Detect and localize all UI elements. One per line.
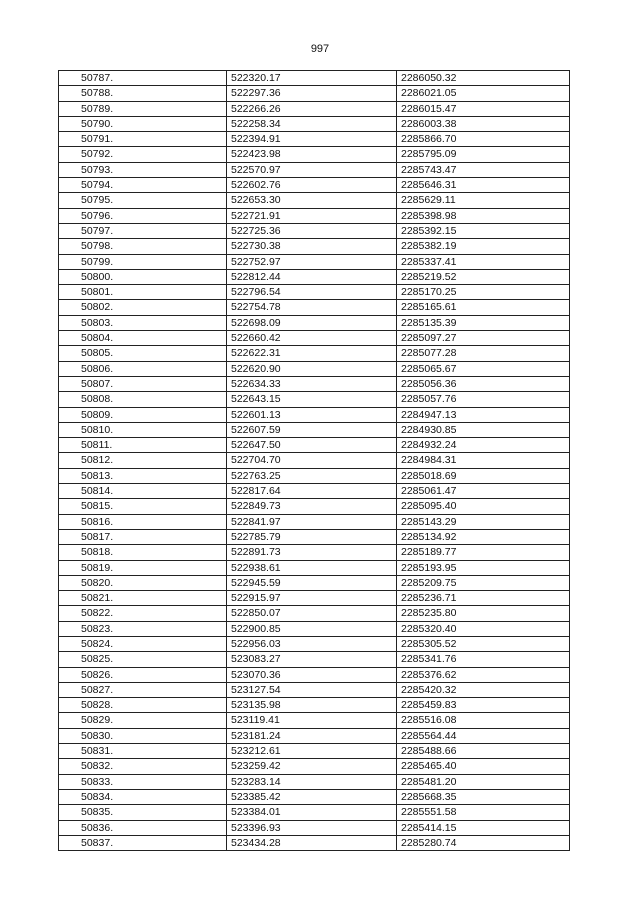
y-coordinate-cell: 2286003.38 [397, 116, 570, 131]
x-coordinate-cell: 522602.76 [227, 178, 397, 193]
point-id-cell: 50804. [59, 331, 227, 346]
table-row [59, 376, 570, 391]
y-coordinate-cell: 2285097.27 [397, 331, 570, 346]
table-row [59, 820, 570, 835]
x-coordinate-cell: 522423.98 [227, 147, 397, 162]
point-id-cell: 50807. [59, 376, 227, 391]
x-coordinate-cell: 522900.85 [227, 621, 397, 636]
x-coordinate-cell: 522266.26 [227, 101, 397, 116]
x-coordinate-cell: 522721.91 [227, 208, 397, 223]
table-row [59, 162, 570, 177]
y-coordinate-cell: 2284930.85 [397, 422, 570, 437]
y-coordinate-cell: 2285170.25 [397, 285, 570, 300]
point-id-cell: 50830. [59, 728, 227, 743]
x-coordinate-cell: 522915.97 [227, 591, 397, 606]
table-row [59, 514, 570, 529]
point-id-cell: 50790. [59, 116, 227, 131]
y-coordinate-cell: 2285398.98 [397, 208, 570, 223]
point-id-cell: 50825. [59, 652, 227, 667]
point-id-cell: 50834. [59, 789, 227, 804]
y-coordinate-cell: 2285165.61 [397, 300, 570, 315]
y-coordinate-cell: 2285219.52 [397, 269, 570, 284]
point-id-cell: 50820. [59, 575, 227, 590]
coordinates-table-body [59, 71, 570, 851]
y-coordinate-cell: 2285376.62 [397, 667, 570, 682]
x-coordinate-cell: 522812.44 [227, 269, 397, 284]
point-id-cell: 50792. [59, 147, 227, 162]
table-row [59, 178, 570, 193]
y-coordinate-cell: 2285392.15 [397, 223, 570, 238]
x-coordinate-cell: 522945.59 [227, 575, 397, 590]
point-id-cell: 50795. [59, 193, 227, 208]
x-coordinate-cell: 523212.61 [227, 744, 397, 759]
x-coordinate-cell: 522320.17 [227, 71, 397, 86]
x-coordinate-cell: 522841.97 [227, 514, 397, 529]
point-id-cell: 50817. [59, 529, 227, 544]
x-coordinate-cell: 522394.91 [227, 132, 397, 147]
table-row [59, 193, 570, 208]
y-coordinate-cell: 2285280.74 [397, 835, 570, 850]
point-id-cell: 50805. [59, 346, 227, 361]
table-row [59, 71, 570, 86]
x-coordinate-cell: 522817.64 [227, 484, 397, 499]
point-id-cell: 50836. [59, 820, 227, 835]
y-coordinate-cell: 2285382.19 [397, 239, 570, 254]
table-row [59, 453, 570, 468]
table-row [59, 713, 570, 728]
x-coordinate-cell: 522956.03 [227, 636, 397, 651]
table-row [59, 682, 570, 697]
y-coordinate-cell: 2285018.69 [397, 468, 570, 483]
table-row [59, 101, 570, 116]
table-row [59, 667, 570, 682]
table-row [59, 529, 570, 544]
y-coordinate-cell: 2285743.47 [397, 162, 570, 177]
y-coordinate-cell: 2285668.35 [397, 789, 570, 804]
x-coordinate-cell: 522850.07 [227, 606, 397, 621]
y-coordinate-cell: 2284984.31 [397, 453, 570, 468]
x-coordinate-cell: 523384.01 [227, 805, 397, 820]
point-id-cell: 50811. [59, 438, 227, 453]
point-id-cell: 50791. [59, 132, 227, 147]
point-id-cell: 50808. [59, 392, 227, 407]
x-coordinate-cell: 523283.14 [227, 774, 397, 789]
table-row [59, 728, 570, 743]
x-coordinate-cell: 523135.98 [227, 698, 397, 713]
point-id-cell: 50793. [59, 162, 227, 177]
x-coordinate-cell: 522725.36 [227, 223, 397, 238]
x-coordinate-cell: 523070.36 [227, 667, 397, 682]
table-row [59, 835, 570, 850]
table-row [59, 484, 570, 499]
table-row [59, 422, 570, 437]
table-row [59, 774, 570, 789]
x-coordinate-cell: 522704.70 [227, 453, 397, 468]
point-id-cell: 50806. [59, 361, 227, 376]
y-coordinate-cell: 2285516.08 [397, 713, 570, 728]
point-id-cell: 50833. [59, 774, 227, 789]
x-coordinate-cell: 523119.41 [227, 713, 397, 728]
point-id-cell: 50814. [59, 484, 227, 499]
y-coordinate-cell: 2286015.47 [397, 101, 570, 116]
point-id-cell: 50810. [59, 422, 227, 437]
x-coordinate-cell: 522297.36 [227, 86, 397, 101]
table-row [59, 300, 570, 315]
table-row [59, 805, 570, 820]
y-coordinate-cell: 2285235.80 [397, 606, 570, 621]
y-coordinate-cell: 2285065.67 [397, 361, 570, 376]
point-id-cell: 50801. [59, 285, 227, 300]
y-coordinate-cell: 2285057.76 [397, 392, 570, 407]
y-coordinate-cell: 2285551.58 [397, 805, 570, 820]
x-coordinate-cell: 522660.42 [227, 331, 397, 346]
x-coordinate-cell: 523083.27 [227, 652, 397, 667]
point-id-cell: 50819. [59, 560, 227, 575]
x-coordinate-cell: 522754.78 [227, 300, 397, 315]
x-coordinate-cell: 522796.54 [227, 285, 397, 300]
table-row [59, 652, 570, 667]
y-coordinate-cell: 2285420.32 [397, 682, 570, 697]
table-row [59, 331, 570, 346]
y-coordinate-cell: 2285646.31 [397, 178, 570, 193]
y-coordinate-cell: 2285189.77 [397, 545, 570, 560]
table-row [59, 208, 570, 223]
table-row [59, 545, 570, 560]
x-coordinate-cell: 522634.33 [227, 376, 397, 391]
point-id-cell: 50827. [59, 682, 227, 697]
x-coordinate-cell: 522647.50 [227, 438, 397, 453]
table-row [59, 315, 570, 330]
table-row [59, 789, 570, 804]
point-id-cell: 50818. [59, 545, 227, 560]
point-id-cell: 50821. [59, 591, 227, 606]
point-id-cell: 50794. [59, 178, 227, 193]
table-row [59, 346, 570, 361]
y-coordinate-cell: 2286050.32 [397, 71, 570, 86]
x-coordinate-cell: 522752.97 [227, 254, 397, 269]
point-id-cell: 50828. [59, 698, 227, 713]
y-coordinate-cell: 2285320.40 [397, 621, 570, 636]
table-row [59, 468, 570, 483]
y-coordinate-cell: 2285629.11 [397, 193, 570, 208]
y-coordinate-cell: 2285795.09 [397, 147, 570, 162]
point-id-cell: 50797. [59, 223, 227, 238]
point-id-cell: 50798. [59, 239, 227, 254]
table-row [59, 86, 570, 101]
table-row [59, 223, 570, 238]
table-row [59, 575, 570, 590]
y-coordinate-cell: 2285095.40 [397, 499, 570, 514]
x-coordinate-cell: 522698.09 [227, 315, 397, 330]
table-row [59, 132, 570, 147]
point-id-cell: 50835. [59, 805, 227, 820]
y-coordinate-cell: 2285061.47 [397, 484, 570, 499]
y-coordinate-cell: 2285337.41 [397, 254, 570, 269]
x-coordinate-cell: 522607.59 [227, 422, 397, 437]
y-coordinate-cell: 2285465.40 [397, 759, 570, 774]
x-coordinate-cell: 522653.30 [227, 193, 397, 208]
point-id-cell: 50815. [59, 499, 227, 514]
x-coordinate-cell: 522622.31 [227, 346, 397, 361]
point-id-cell: 50824. [59, 636, 227, 651]
table-row [59, 499, 570, 514]
point-id-cell: 50796. [59, 208, 227, 223]
point-id-cell: 50787. [59, 71, 227, 86]
page-number: 997 [310, 43, 330, 55]
table-row [59, 361, 570, 376]
y-coordinate-cell: 2285866.70 [397, 132, 570, 147]
x-coordinate-cell: 523181.24 [227, 728, 397, 743]
table-row [59, 438, 570, 453]
y-coordinate-cell: 2285414.15 [397, 820, 570, 835]
x-coordinate-cell: 523396.93 [227, 820, 397, 835]
point-id-cell: 50802. [59, 300, 227, 315]
y-coordinate-cell: 2286021.05 [397, 86, 570, 101]
table-row [59, 606, 570, 621]
x-coordinate-cell: 522643.15 [227, 392, 397, 407]
x-coordinate-cell: 523259.42 [227, 759, 397, 774]
point-id-cell: 50816. [59, 514, 227, 529]
coordinates-table [58, 70, 570, 851]
table-row [59, 269, 570, 284]
y-coordinate-cell: 2285488.66 [397, 744, 570, 759]
table-row [59, 560, 570, 575]
x-coordinate-cell: 522570.97 [227, 162, 397, 177]
point-id-cell: 50813. [59, 468, 227, 483]
y-coordinate-cell: 2285143.29 [397, 514, 570, 529]
y-coordinate-cell: 2285236.71 [397, 591, 570, 606]
x-coordinate-cell: 522938.61 [227, 560, 397, 575]
x-coordinate-cell: 522730.38 [227, 239, 397, 254]
point-id-cell: 50803. [59, 315, 227, 330]
point-id-cell: 50837. [59, 835, 227, 850]
y-coordinate-cell: 2285459.83 [397, 698, 570, 713]
point-id-cell: 50789. [59, 101, 227, 116]
point-id-cell: 50826. [59, 667, 227, 682]
point-id-cell: 50812. [59, 453, 227, 468]
y-coordinate-cell: 2285305.52 [397, 636, 570, 651]
x-coordinate-cell: 523434.28 [227, 835, 397, 850]
y-coordinate-cell: 2285481.20 [397, 774, 570, 789]
table-row [59, 759, 570, 774]
table-row [59, 392, 570, 407]
y-coordinate-cell: 2285135.39 [397, 315, 570, 330]
point-id-cell: 50788. [59, 86, 227, 101]
table-row [59, 239, 570, 254]
point-id-cell: 50831. [59, 744, 227, 759]
y-coordinate-cell: 2285209.75 [397, 575, 570, 590]
y-coordinate-cell: 2285056.36 [397, 376, 570, 391]
x-coordinate-cell: 522258.34 [227, 116, 397, 131]
point-id-cell: 50832. [59, 759, 227, 774]
y-coordinate-cell: 2284932.24 [397, 438, 570, 453]
x-coordinate-cell: 522763.25 [227, 468, 397, 483]
table-row [59, 591, 570, 606]
point-id-cell: 50800. [59, 269, 227, 284]
y-coordinate-cell: 2285564.44 [397, 728, 570, 743]
x-coordinate-cell: 523127.54 [227, 682, 397, 697]
table-row [59, 636, 570, 651]
point-id-cell: 50809. [59, 407, 227, 422]
x-coordinate-cell: 522891.73 [227, 545, 397, 560]
table-row [59, 285, 570, 300]
point-id-cell: 50823. [59, 621, 227, 636]
table-row [59, 254, 570, 269]
point-id-cell: 50799. [59, 254, 227, 269]
table-row [59, 116, 570, 131]
table-row [59, 698, 570, 713]
x-coordinate-cell: 522785.79 [227, 529, 397, 544]
y-coordinate-cell: 2285134.92 [397, 529, 570, 544]
y-coordinate-cell: 2285077.28 [397, 346, 570, 361]
x-coordinate-cell: 522620.90 [227, 361, 397, 376]
y-coordinate-cell: 2284947.13 [397, 407, 570, 422]
x-coordinate-cell: 522849.73 [227, 499, 397, 514]
y-coordinate-cell: 2285193.95 [397, 560, 570, 575]
y-coordinate-cell: 2285341.76 [397, 652, 570, 667]
point-id-cell: 50822. [59, 606, 227, 621]
x-coordinate-cell: 523385.42 [227, 789, 397, 804]
table-row [59, 147, 570, 162]
table-row [59, 621, 570, 636]
table-row [59, 744, 570, 759]
point-id-cell: 50829. [59, 713, 227, 728]
x-coordinate-cell: 522601.13 [227, 407, 397, 422]
table-row [59, 407, 570, 422]
